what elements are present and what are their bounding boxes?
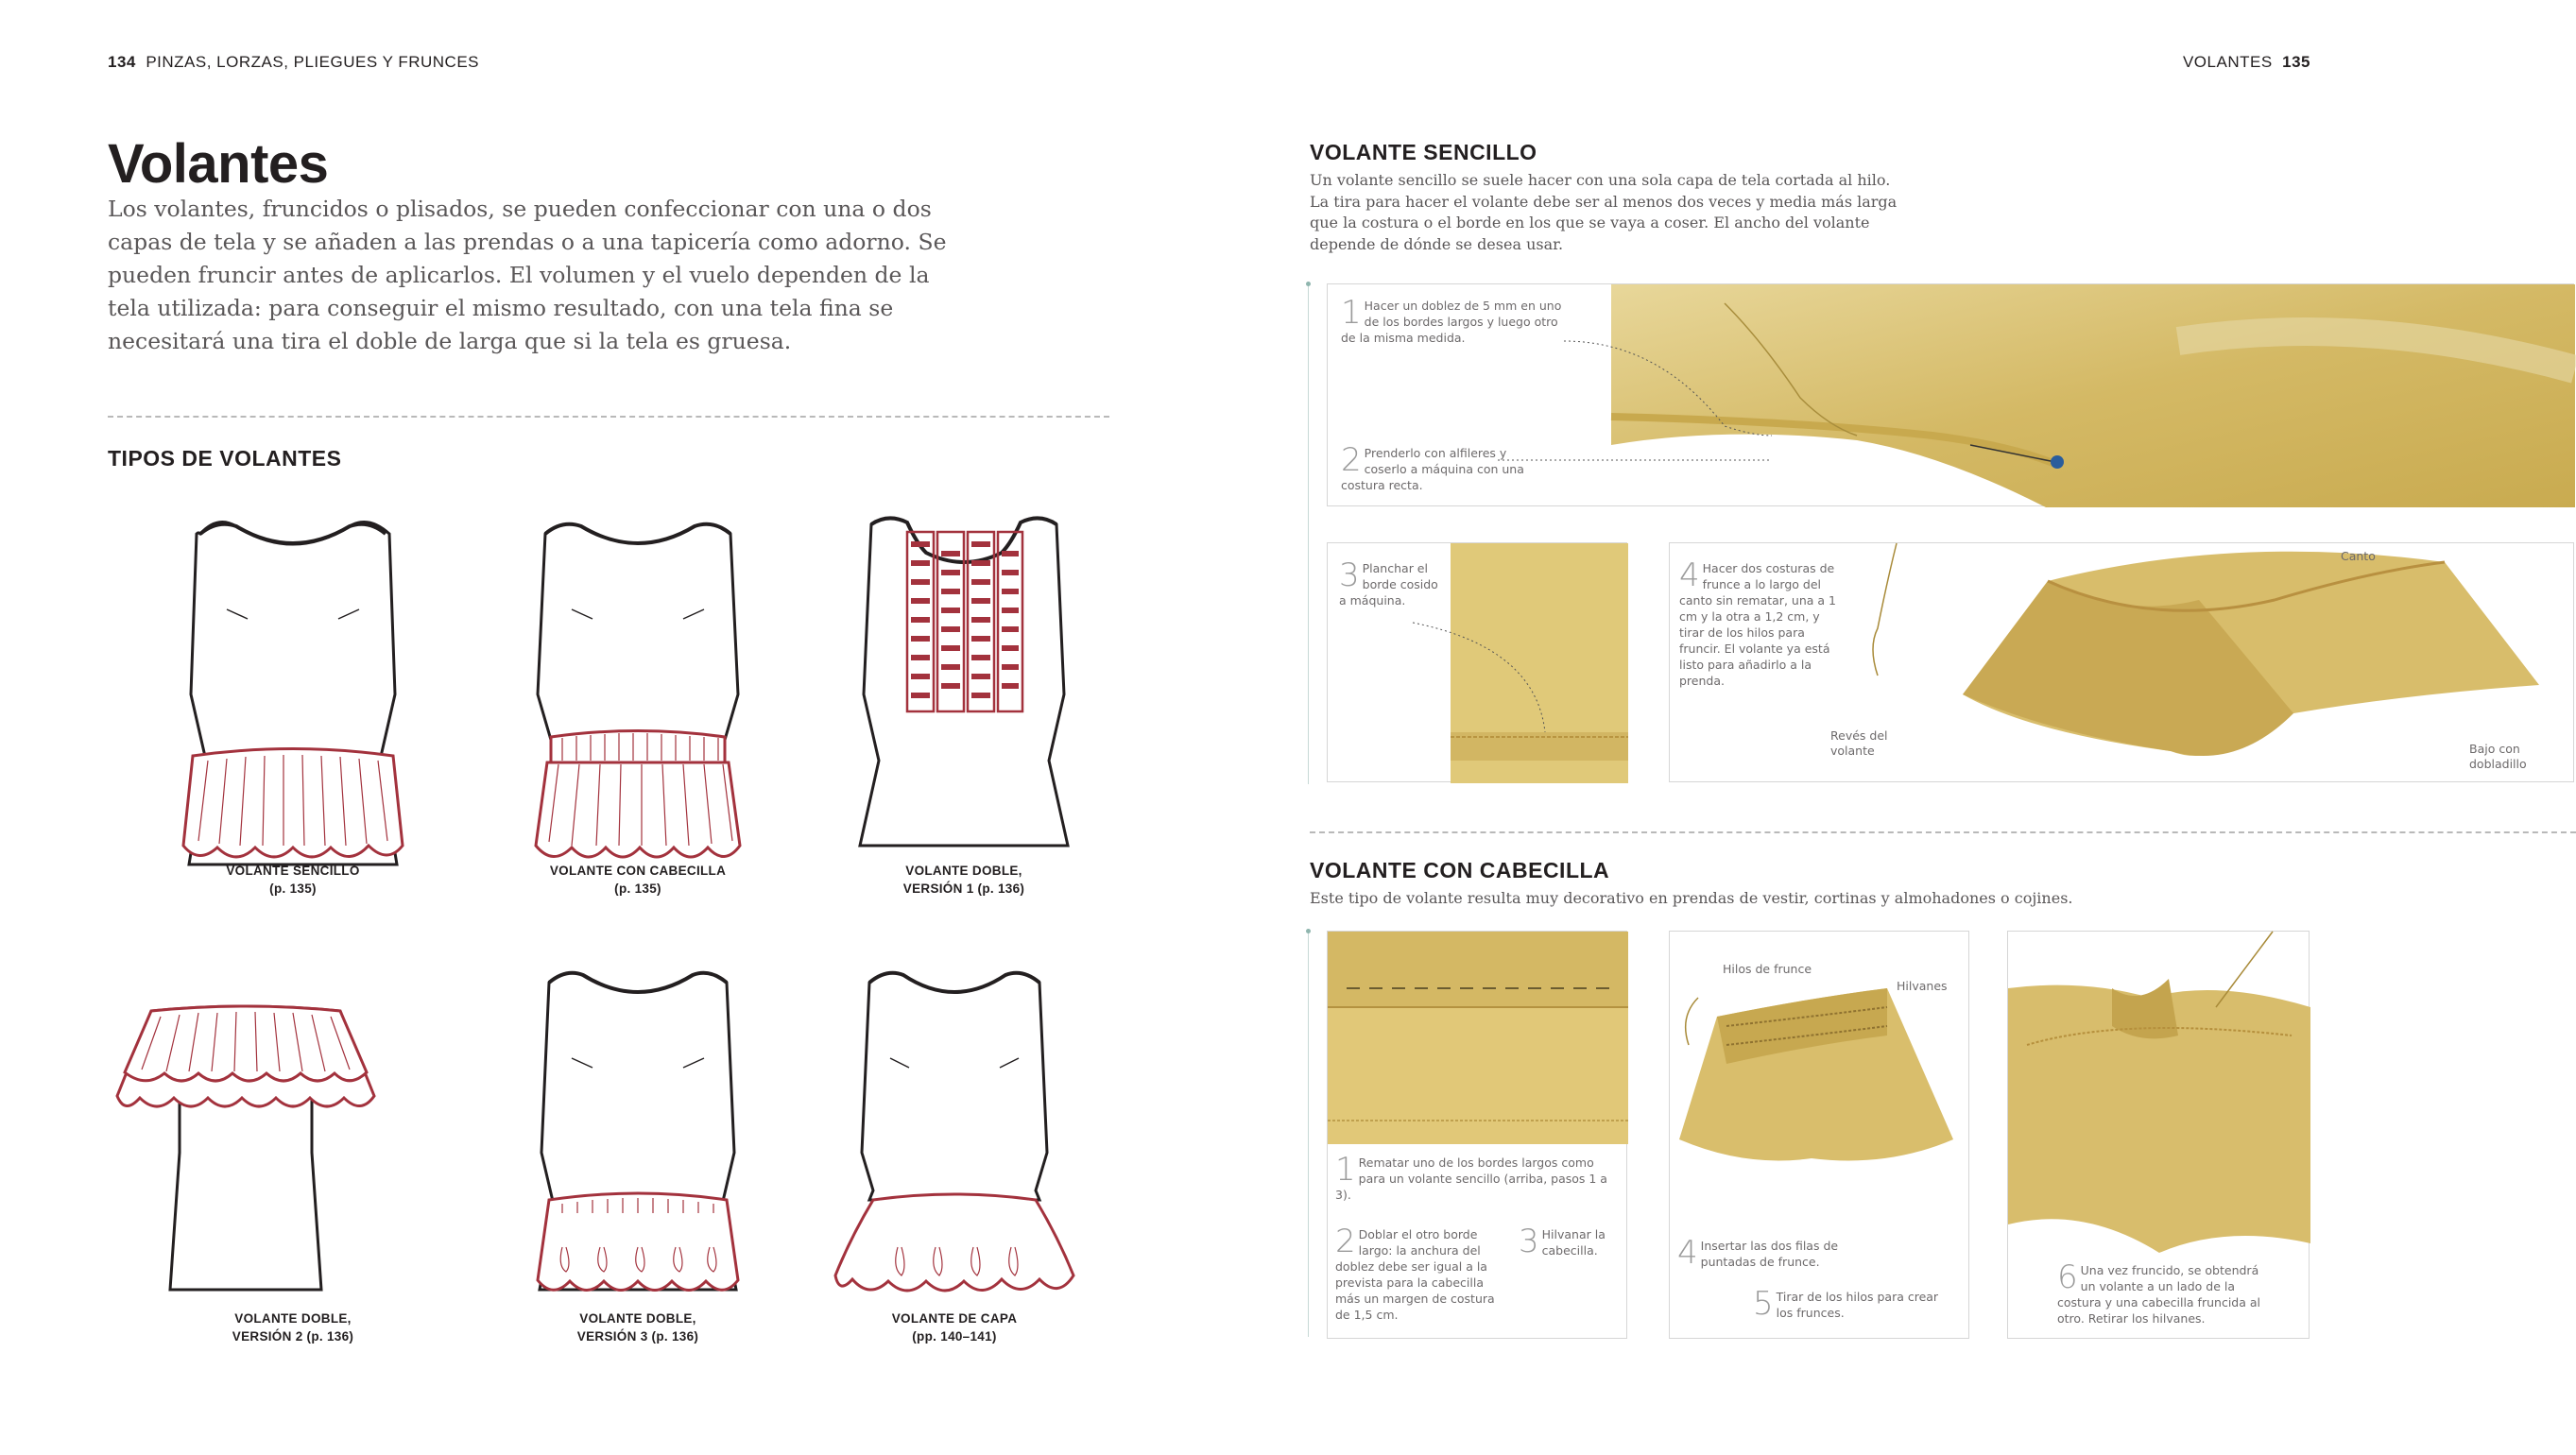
leader-line [1328,543,1628,783]
step-number: 6 [2057,1258,2078,1296]
garment-volante-cabecilla [524,515,751,874]
label-hilvanes: Hilvanes [1897,979,1948,993]
garment-volante-doble-v1 [850,515,1077,874]
step-text: Rematar uno de los bordes largos como para un volante sencillo (arriba, pasos 1 a 3). [1335,1155,1607,1202]
cabecilla-timeline [1308,931,1309,1337]
fabric-photo-fold [1328,932,1628,1144]
fabric-photo-gathering [1670,932,1970,1224]
step-text: Tirar de los hilos para crear los frunces. [1776,1290,1939,1320]
step-cabecilla-3 [1519,1223,1623,1260]
step-number: 5 [1753,1285,1774,1323]
step-number: 1 [1335,1151,1356,1189]
step-text: Prenderlo con alfileres y coserlo a máquina con una costura recta. [1341,446,1524,492]
garment-volante-sencillo [180,515,406,874]
right-page [1210,0,2527,1455]
step-number: 2 [1335,1223,1356,1260]
step-number: 2 [1341,441,1362,479]
step-text: Doblar el otro borde largo: la anchura del doblez debe ser igual a la prevista para la cabecilla más un margen de costura de 1,5 cm. [1335,1227,1495,1322]
caption-volante-cabecilla [515,862,761,898]
caption-line2: (p. 135) [614,882,661,896]
caption-line2: VERSIÓN 3 (p. 136) [576,1329,699,1344]
step-text: Insertar las dos filas de puntadas de frunce. [1700,1239,1839,1269]
panel-cabecilla-6 [2007,931,2310,1339]
section-divider [108,416,1109,418]
caption-volante-doble-v2 [170,1310,416,1345]
sencillo-heading: VOLANTE SENCILLO [1310,140,1537,164]
step-number: 3 [1339,556,1360,594]
step-text: Una vez fruncido, se obtendrá un volante a un lado de la costura y una cabecilla fruncida al otro. Retirar los hilvanes. [2057,1263,2260,1326]
panel-cabecilla-1-3 [1327,931,1627,1339]
caption-line2: VERSIÓN 2 (p. 136) [232,1329,354,1344]
types-heading: TIPOS DE VOLANTES [108,446,342,471]
page-title: Volantes [108,133,329,195]
step-number: 3 [1519,1223,1539,1260]
step-cabecilla-5 [1753,1285,1942,1323]
caption-line1: VOLANTE DOBLE, [905,864,1022,878]
step-text: Hacer dos costuras de frunce a lo largo del canto sin rematar, una a 1 cm y la otra a 1,2 cm, y tirar de los hilos para fruncir. El volante ya está listo para añadirlo a la prenda. [1679,561,1836,688]
caption-volante-doble-v1 [841,862,1087,898]
caption-line1: VOLANTE DE CAPA [891,1311,1018,1326]
sencillo-timeline [1308,283,1309,784]
caption-line2: VERSIÓN 1 (p. 136) [902,882,1025,896]
running-header-right [2183,53,2310,72]
label-reves: Revés del volante [1830,728,1888,758]
label-bajo: Bajo con dobladillo [2469,742,2527,771]
step-number: 4 [1677,1234,1698,1272]
step-cabecilla-6 [2057,1258,2265,1327]
step-cabecilla-1 [1335,1151,1619,1203]
fabric-photo-gathered [1840,543,2575,783]
step-cabecilla-4 [1677,1234,1866,1272]
panel-sencillo-4 [1669,542,2574,782]
section-divider-right [1310,831,2576,833]
step-text: Planchar el borde cosido a máquina. [1339,561,1438,608]
timeline-dot [1306,282,1311,286]
garment-volante-doble-v2 [113,964,378,1323]
sencillo-intro: Un volante sencillo se suele hacer con una sola capa de tela cortada al hilo. La tira para hacer el volante debe ser al menos dos veces y media más larga que la costura o el borde en los que se vaya a coser. El ancho del volante depende de dónde se desea usar. [1310,171,1898,253]
leader-lines [1328,284,2575,507]
panel-cabecilla-4-5 [1669,931,1969,1339]
step-number: 1 [1341,294,1362,332]
caption-line1: VOLANTE DOBLE, [579,1311,696,1326]
page-number-left: 134 [108,53,136,71]
caption-volante-doble-v3 [515,1310,761,1345]
garment-volante-doble-v3 [524,964,751,1323]
label-hilos-frunce: Hilos de frunce [1723,962,1812,976]
caption-line2: (p. 135) [269,882,317,896]
left-page [0,0,1210,1455]
caption-line1: VOLANTE SENCILLO [226,864,360,878]
section-name-left: PINZAS, LORZAS, PLIEGUES Y FRUNCES [146,53,480,71]
panel-sencillo-1-2 [1327,283,2574,506]
caption-line1: VOLANTE CON CABECILLA [549,864,727,878]
caption-line2: (pp. 140–141) [912,1329,997,1344]
section-name-right: VOLANTES [2182,53,2273,71]
timeline-dot [1306,929,1311,933]
step-text: Hilvanar la cabecilla. [1541,1227,1606,1258]
page-number-right: 135 [2282,53,2310,71]
intro-paragraph: Los volantes, fruncidos o plisados, se pueden confeccionar con una o dos capas de tela y se añaden a las prendas o a una tapicería como adorno. Se pueden fruncir antes de aplicarlos. El volumen y el vuelo dependen de la tela utilizada: para conseguir el mismo resultado, con una tela fina se necesitará una tira el doble de larga que si la tela es gruesa. [108,196,947,354]
step-text: Hacer un doblez de 5 mm en uno de los bordes largos y luego otro de la misma medida. [1341,299,1562,345]
step-number: 4 [1679,556,1700,594]
step-sencillo-4 [1679,556,1840,689]
running-header-left [108,53,479,72]
cabecilla-intro: Este tipo de volante resulta muy decorativo en prendas de vestir, cortinas y almohadones o cojines. [1310,889,2073,907]
garment-volante-capa [832,964,1077,1323]
caption-volante-capa [832,1310,1077,1345]
cabecilla-heading: VOLANTE CON CABECILLA [1310,858,1610,882]
caption-volante-sencillo [170,862,416,898]
panel-sencillo-3 [1327,542,1627,782]
label-canto: Canto [2341,549,2376,563]
step-cabecilla-2 [1335,1223,1505,1323]
caption-line1: VOLANTE DOBLE, [234,1311,352,1326]
